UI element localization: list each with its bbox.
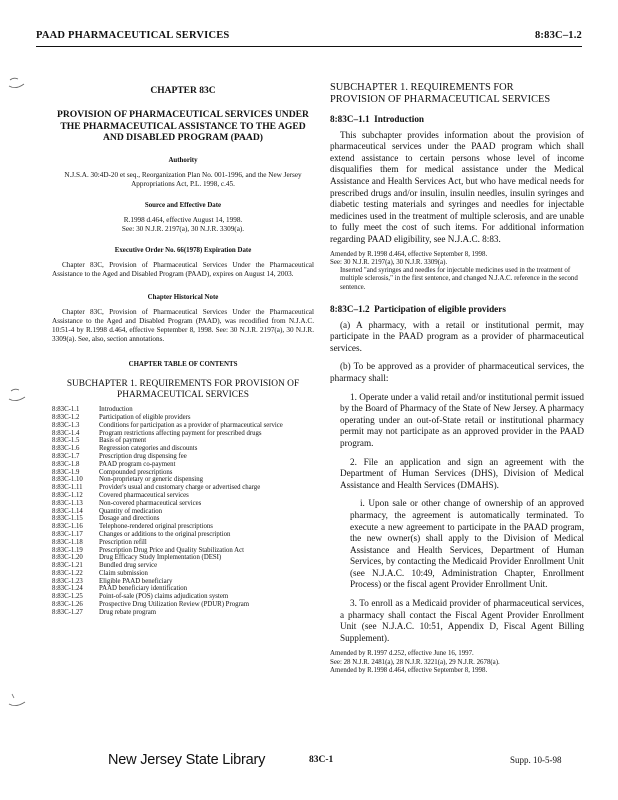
toc-section-title: Participation of eligible providers: [99, 413, 191, 421]
right-column: [330, 56, 584, 675]
toc-row: [52, 515, 314, 523]
section-title: Participation of eligible providers: [374, 304, 506, 315]
toc-section-title: Basis of payment: [99, 437, 147, 445]
executive-order-text: Chapter 83C, Provision of Pharmaceutical Services Under the Pharmaceutical Assistance to the Aged and Disabled Program (PAAD), expires on August 14, 2003.: [52, 261, 314, 279]
historical-note-heading: Chapter Historical Note: [147, 294, 219, 302]
toc-section-number: 8:83C-1.16: [52, 523, 83, 531]
toc-row: [52, 531, 314, 539]
toc-section-title: Drug rebate program: [99, 608, 156, 616]
toc-section-title: Changes or additions to the original prescription: [99, 530, 231, 538]
toc-row: [52, 437, 314, 445]
toc-section-title: Provider's usual and customary charge or advertised charge: [99, 484, 261, 492]
toc-row: [52, 476, 314, 484]
toc-section-title: Regression categories and discounts: [99, 445, 198, 453]
toc-section-title: PAAD beneficiary identification: [99, 585, 188, 593]
toc-row: [52, 492, 314, 500]
toc-section-title: PAAD program co-payment: [99, 460, 176, 468]
toc-row: [52, 539, 314, 547]
section-title: Introduction: [374, 114, 425, 124]
library-stamp: New Jersey State Library: [108, 752, 266, 768]
toc-section-title: Point-of-sale (POS) claims adjudication system: [99, 593, 229, 601]
toc-section-title: Prospective Drug Utilization Review (PDUR) Program: [99, 601, 250, 609]
table-of-contents: [52, 406, 314, 617]
toc-section-number: 8:83C-1.5: [52, 437, 80, 445]
header-rule: [36, 46, 582, 47]
toc-row: [52, 406, 314, 414]
source-text: R.1998 d.464, effective August 14, 1998.: [123, 216, 243, 225]
toc-section-title: Quantity of medication: [99, 507, 163, 515]
toc-row: [52, 461, 314, 469]
toc-section-title: Non-covered pharmaceutical services: [99, 499, 202, 507]
toc-row: [52, 523, 314, 531]
source-see: See: 30 N.J.R. 2197(a), 30 N.J.R. 3309(a).: [121, 225, 245, 234]
toc-row: [52, 593, 314, 601]
toc-section-title: Prescription drug dispensing fee: [99, 452, 187, 460]
toc-section-number: 8:83C-1.19: [52, 546, 83, 554]
toc-section-title: Bundled drug service: [99, 562, 158, 570]
paragraph-a: (a) A pharmacy, with a retail or institutional permit, may participate in the PAAD program as a provider of pharmaceutical services.: [330, 319, 584, 353]
toc-row: [52, 508, 314, 516]
toc-section-number: 8:83C-1.12: [52, 491, 83, 499]
toc-section-title: Claim submission: [99, 569, 148, 577]
toc-row: [52, 547, 314, 555]
toc-row: [52, 484, 314, 492]
toc-row: [52, 578, 314, 586]
page-footer: [0, 752, 618, 772]
header-section: 8:83C–1.2: [534, 30, 582, 41]
amendment-line: Amended by R.1998 d.464, effective September 8, 1998.: [330, 250, 488, 258]
toc-section-number: 8:83C-1.2: [52, 413, 80, 421]
toc-section-number: 8:83C-1.14: [52, 507, 83, 515]
toc-row: [52, 554, 314, 562]
toc-section-number: 8:83C-1.25: [52, 593, 83, 601]
section-number: 8:83C–1.2: [330, 304, 370, 315]
amendment-line: See: 28 N.J.R. 2481(a), 28 N.J.R. 3221(a), 29 N.J.R. 2678(a).: [330, 658, 500, 666]
executive-order-heading: Executive Order No. 66(1978) Expiration Date: [114, 247, 252, 255]
toc-section-title: Eligible PAAD beneficiary: [99, 577, 173, 585]
amendment-line: Inserted "and syringes and needles for injectable medicines used in the treatment of multiple sclerosis," in the first sentence, and changed N.J.A.C. reference in the second sentence.: [340, 267, 578, 291]
amendment-note: [330, 650, 584, 675]
section-number: 8:83C–1.1: [330, 114, 370, 124]
toc-section-number: 8:83C-1.20: [52, 554, 83, 562]
toc-section-title: Compounded prescriptions: [99, 468, 173, 476]
toc-section-number: 8:83C-1.22: [52, 569, 83, 577]
toc-section-title: Drug Efficacy Study Implementation (DESI): [99, 554, 222, 562]
amendment-line: See: 30 N.J.R. 2197(a), 30 N.J.R. 3309(a).: [330, 258, 448, 266]
chapter-title: PROVISION OF PHARMACEUTICAL SERVICES UNDER THE PHARMACEUTICAL ASSISTANCE TO THE AGED AND DISABLED PROGRAM (PAAD): [57, 109, 309, 144]
running-header: [36, 30, 582, 44]
amendment-note: [330, 251, 584, 292]
toc-row: [52, 609, 314, 617]
toc-row: [52, 500, 314, 508]
toc-section-number: 8:83C-1.27: [52, 608, 83, 616]
toc-section-title: Prescription refill: [99, 538, 147, 546]
paragraph-b3: 3. To enroll as a Medicaid provider of pharmaceutical services, a pharmacy shall contact the Fiscal Agent Provider Enrollment Unit (see N.J.A.C. 10:51, Appendix D, Fiscal Agent Billing Supplement).: [340, 598, 584, 643]
toc-row: [52, 585, 314, 593]
toc-section-number: 8:83C-1.26: [52, 601, 83, 609]
section-text: This subchapter provides information about the provision of pharmaceutical services under the PAAD program which shall extend assistance to certain persons whose level of income disqualifies them for medical assistance under the Medical Assistance and Health Services Act, but who have medical needs for prescribed drugs and/or insulin, insulin needles, insulin syringes and diabetic testing materials and syringes and needles for injectable medicines used in the treatment of multiple sclerosis, and are unable to fully meet the cost of such items. For additional information regarding PAAD eligibility, see N.J.A.C. 8:83.: [330, 129, 584, 244]
amendment-line: Amended by R.1998 d.464, effective September 8, 1998.: [330, 667, 488, 675]
paragraph-b1: 1. Operate under a valid retail and/or institutional permit issued by the Board of Pharmacy of the State of New Jersey. A pharmacy operating under an out-of-State retail or institutional pharmacy permit may not participate as an approved provider in the PAAD program.: [340, 391, 584, 448]
toc-row: [52, 445, 314, 453]
header-title: PAAD PHARMACEUTICAL SERVICES: [36, 30, 230, 41]
toc-section-number: 8:83C-1.6: [52, 445, 80, 453]
toc-section-number: 8:83C-1.17: [52, 530, 83, 538]
margin-mark-icon: [6, 388, 28, 406]
toc-row: [52, 562, 314, 570]
toc-section-number: 8:83C-1.1: [52, 406, 80, 414]
toc-section-number: 8:83C-1.4: [52, 429, 80, 437]
toc-section-title: Conditions for participation as a provider of pharmaceutical service: [99, 421, 283, 429]
authority-text: N.J.S.A. 30:4D-20 et seq., Reorganization Plan No. 001-1996, and the New Jersey Appropriations Act, P.L. 1998, c.45.: [64, 171, 302, 188]
paragraph-b: (b) To be approved as a provider of pharmaceutical services, the pharmacy shall:: [330, 361, 584, 383]
toc-row: [52, 422, 314, 430]
section-heading: [330, 114, 584, 126]
page-number: 83C-1: [309, 755, 334, 765]
toc-section-title: Covered pharmaceutical services: [99, 491, 189, 499]
toc-section-number: 8:83C-1.18: [52, 538, 83, 546]
toc-row: [52, 570, 314, 578]
toc-section-title: Program restrictions affecting payment for prescribed drugs: [99, 429, 262, 437]
toc-section-number: 8:83C-1.11: [52, 484, 83, 492]
chapter-number: CHAPTER 83C: [150, 86, 216, 96]
toc-section-number: 8:83C-1.15: [52, 515, 83, 523]
historical-note-text: Chapter 83C, Provision of Pharmaceutical Services Under the Pharmaceutical Assistance to the Aged and Disabled Program (PAAD), was recodified from N.J.A.C. 10:51-4 by R.1998 d.464, effective September 8, 1998. See: 30 N.J.R. 2197(a), 30 N.J.R. 3309(a). See, also, section annotations.: [52, 308, 314, 344]
toc-row: [52, 414, 314, 422]
left-column: [52, 56, 314, 617]
toc-row: [52, 453, 314, 461]
toc-section-title: Dosage and directions: [99, 515, 160, 523]
toc-heading: CHAPTER TABLE OF CONTENTS: [128, 361, 238, 369]
toc-section-number: 8:83C-1.10: [52, 476, 83, 484]
toc-row: [52, 601, 314, 609]
toc-section-title: Non-proprietary or generic dispensing: [99, 476, 203, 484]
toc-section-number: 8:83C-1.21: [52, 562, 83, 570]
toc-section-title: Prescription Drug Price and Quality Stabilization Act: [99, 546, 244, 554]
toc-subchapter: SUBCHAPTER 1. REQUIREMENTS FOR PROVISION OF PHARMACEUTICAL SERVICES: [66, 379, 300, 400]
toc-row: [52, 430, 314, 438]
margin-mark-icon: [6, 692, 28, 710]
toc-section-number: 8:83C-1.7: [52, 452, 80, 460]
source-heading: Source and Effective Date: [144, 201, 222, 209]
toc-section-number: 8:83C-1.24: [52, 585, 83, 593]
authority-heading: Authority: [168, 156, 198, 164]
toc-section-number: 8:83C-1.9: [52, 468, 80, 476]
margin-mark-icon: [6, 76, 28, 94]
paragraph-b2i: i. Upon sale or other change of ownership of an approved pharmacy, the agreement is automatically terminated. To execute a new agreement to participate in the PAAD program, the new owner(s) shall apply to the Division of Medical Assistance and Health Services, Department of Human Services, by contacting the Medicaid Provider Enrollment Unit (see N.J.A.C. 10:49, Administration Chapter, Enrollment Process) or the fiscal agent Provider Enrollment Unit.: [350, 498, 584, 590]
toc-section-title: Telephone-rendered original prescriptions: [99, 523, 213, 531]
toc-section-number: 8:83C-1.8: [52, 460, 80, 468]
subchapter-title: SUBCHAPTER 1. REQUIREMENTS FOR PROVISION OF PHARMACEUTICAL SERVICES: [330, 82, 551, 105]
toc-row: [52, 469, 314, 477]
section-heading: [330, 304, 584, 316]
toc-section-title: Introduction: [99, 406, 133, 414]
supplement-date: Supp. 10-5-98: [510, 755, 562, 765]
toc-section-number: 8:83C-1.13: [52, 499, 83, 507]
toc-section-number: 8:83C-1.3: [52, 421, 80, 429]
paragraph-b2: 2. File an application and sign an agreement with the Department of Human Services (DHS), Division of Medical Assistance and Health Services (DMAHS).: [340, 456, 584, 490]
toc-section-number: 8:83C-1.23: [52, 577, 83, 585]
amendment-line: Amended by R.1997 d.252, effective June 16, 1997.: [330, 650, 474, 658]
